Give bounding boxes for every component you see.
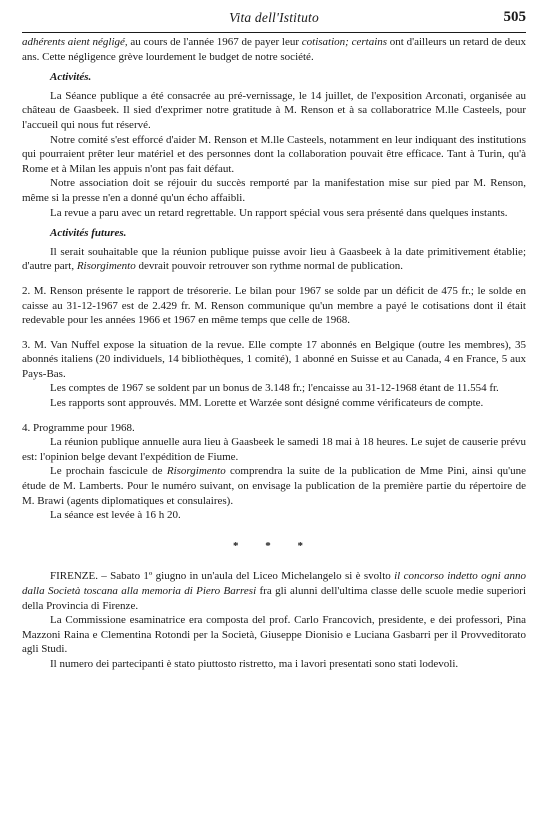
paragraph	[22, 338, 526, 382]
section-separator	[22, 539, 526, 554]
italic-text: Risorgimento	[76, 260, 136, 273]
running-title: Vita dell'Istituto	[229, 10, 319, 25]
paragraph	[22, 133, 526, 177]
text-run: La Séance publique a été consacrée au pré-vernissage, le 14 juillet, de l'exposition Arconati, organisée au château de Gaasbeek. Il sied d'exprimer notre gratitude à M. Renson et à sa collaboratrice M.lle Casteels, pour l'accueil qui nous fut réservé.	[22, 89, 526, 131]
document-body	[22, 35, 526, 672]
text-run: Activités futures.	[50, 227, 127, 240]
text-run: FIRENZE. – Sabato 1º giugno in un'aula del Liceo Michelangelo si è svolto	[50, 570, 395, 583]
text-run: Activités.	[50, 71, 92, 84]
paragraph	[22, 206, 526, 221]
italic-text: adhérents aient négligé,	[22, 36, 128, 48]
text-run: fra gli alunni dell'ultima classe delle scuole medie superiori della Provincia di Firenze.	[22, 585, 527, 612]
page-number: 505	[503, 9, 526, 25]
text-run: comprendra la suite de la publication de Mme Pini, ainsi qu'une étude de M. Lamberts. Pour le numéro suivant, on envisage la publication de la première partie du répertoire de M. Brawi (agents diplomatiques et consulaires).	[22, 465, 526, 507]
section-heading	[22, 226, 526, 241]
paragraph	[22, 176, 526, 205]
page-header	[22, 6, 526, 33]
text-run: * * *	[233, 539, 315, 552]
text-run: ont d'ailleurs un retard de deux ans. Cette négligence grève lourdement le budget de notre société.	[22, 36, 526, 63]
text-run: Le prochain fascicule de	[50, 465, 167, 478]
paragraph	[22, 284, 526, 328]
text-run: La séance est levée à 16 h 20.	[50, 509, 181, 522]
paragraph	[22, 381, 526, 396]
text-run: 4. Programme pour 1968.	[22, 421, 135, 434]
text-run: 3. M. Van Nuffel expose la situation de la revue. Elle compte 17 abonnés en Belgique (outre les membres), 35 abonnés italiens (20 individuels, 14 bibliothèques, 1 comité), 1 abonné en Suisse et au Canada, 4 en France, 5 aux Pays-Bas.	[22, 338, 526, 380]
paragraph	[22, 89, 526, 133]
paragraph	[22, 245, 526, 274]
paragraph	[22, 435, 526, 464]
text-run: Les rapports sont approuvés. MM. Lorette et Warzée sont désigné comme vérificateurs de compte.	[50, 397, 484, 410]
section-heading	[22, 70, 526, 85]
text-run: Il serait souhaitable que la réunion publique puisse avoir lieu à Gaasbeek à la date primitivement établie; d'autre part,	[22, 245, 526, 273]
paragraph	[22, 508, 526, 523]
text-run: La Commissione esaminatrice era composta del prof. Carlo Francovich, presidente, e dei professori, Pina Mazzoni Raina e Clementina Rotondi per la Società, Giuseppe Dionisio e Luciana Gasbarri per il Provveditorato agli Studi.	[22, 614, 526, 656]
text-run: Notre comité s'est efforcé d'aider M. Renson et M.lle Casteels, notamment en leur indiquant des institutions qui pourraient prêter leur matériel et des personnes dont la collaboration pouvait être efficace. Tant à Turin, qu'à Rome et à Milan les appuis n'ont pas fait défaut.	[22, 133, 526, 175]
paragraph	[22, 421, 526, 436]
paragraph	[22, 569, 526, 613]
italic-text: il concorso indetto ogni anno dalla Società toscana alla memoria di Piero Barresi	[22, 570, 526, 597]
text-run: devrait pouvoir retrouver son rythme normal de publication.	[135, 260, 403, 273]
paragraph	[22, 657, 526, 672]
text-run: Il numero dei partecipanti è stato piuttosto ristretto, ma i lavori presentati sono stati lodevoli.	[50, 657, 459, 670]
text-run: La réunion publique annuelle aura lieu à Gaasbeek le samedi 18 mai à 18 heures. Le sujet de causerie prévu est: l'opinion belge devant l'expédition de Fiume.	[22, 436, 526, 463]
paragraph	[22, 613, 526, 657]
text-run: 2. M. Renson présente le rapport de trésorerie. Le bilan pour 1967 se solde par un déficit de 475 fr.; le solde en caisse au 31-12-1967 est de 2.429 fr. M. Renson communique qu'un membre a payé le cotisations dont il était redevable pour les années 1966 et 1967 en même temps que celle de 1968.	[22, 284, 526, 327]
text-run: Notre association doit se réjouir du succès remporté par la manifestation mise sur pied par M. Renson, même si la presse n'en a donné qu'un écho affaibli.	[22, 177, 526, 204]
paragraph	[22, 396, 526, 411]
text-run: La revue a paru avec un retard regrettable. Un rapport spécial vous sera présenté dans quelques instants.	[50, 206, 508, 219]
paragraph	[22, 35, 526, 64]
text-run: Les comptes de 1967 se soldent par un bonus de 3.148 fr.; l'encaisse au 31-12-1968 étant de 11.554 fr.	[50, 382, 499, 395]
paragraph	[22, 464, 526, 508]
italic-text: cotisation; certains	[301, 36, 388, 48]
text-run: au cours de l'année 1967 de payer leur	[127, 36, 302, 48]
italic-text: Risorgimento	[166, 465, 226, 478]
